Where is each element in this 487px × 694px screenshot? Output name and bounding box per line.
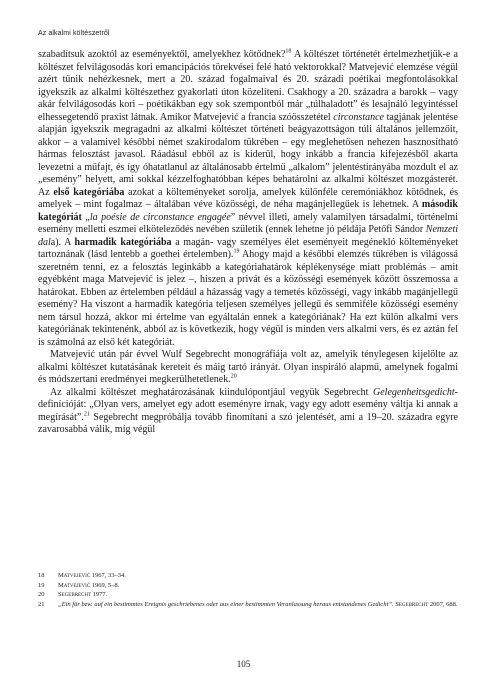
- italic-text: circonstance: [333, 111, 384, 123]
- footnote: [38, 571, 458, 581]
- footnote-text: [58, 571, 458, 581]
- italic-text: la poésie de circonstance engagée: [89, 211, 231, 223]
- text-run: Ahogy majd a későbbi elemzés tükrében is világossá szeretném tenni, ez a felosztás leginkább a kategóriahatárok képlékenysége miatt problémás – amit egyébként maga Matvejević is jelez –, hiszen a privát és a közösségi események között összemossa a határokat. Ebben az értelemben például a házasság vagy a temetés közösségi, vagy inkább magánjellegű esemény? Ha viszont a harmadik kategória teljesen személyes jellegű és semmiféle közösségi esemény nem társul hozzá, akkor mi értelme van egyáltalán ennek a kategóriának? Ha ezt külön alkalmi vers kategóriának tekintenénk, abból az is következik, hogy végül is minden vers alkalmi vers, és ez aztán fel is számolná az első két kategóriát.: [38, 249, 458, 348]
- footnote: [38, 581, 458, 591]
- text-run: ” névvel illeti, amely valamilyen társadalmi, történelmi esemény melletti eszmei elköteleződés nevében születik (ennek lehetne jó példája Petőfi Sándor: [38, 211, 458, 235]
- footnote: [38, 590, 458, 600]
- footnote-text: [58, 590, 458, 600]
- footnote-number: 21: [38, 600, 45, 608]
- author-citation: Segebrecht 1977.: [58, 591, 108, 598]
- footnote-number: 20: [38, 591, 45, 598]
- text-run: tagjának jelentése alapján igyekszik megragadni az alkalmi költészet történeti beágyazottságon túli általános jellemzőit, akkor – a valamivel későbbi német szakirodalom tükrében – egy meglehetősen nehezen hasznosítható hármas felosztást javasol. Ráadásul ebből az is kiderül, hogy inkább a francia kifejezésből akarta levezetni a műfajt, és így óhatatlanul az általánosabb értelmű „alkalom” jelentéstirányába mozdult el az „esemény” helyett, ami sokkal kézzelfoghatóbban képes behatárolni az alkalmi költészet mozgásterét. Az: [38, 111, 458, 198]
- paragraph: [38, 49, 458, 349]
- text-run: a). A: [50, 236, 75, 248]
- text-run: a magán- vagy személyes élet eseményeit megénekló költeményeket tartoznának (lásd lentebb a goethei értelemben).: [38, 236, 459, 260]
- footnotes: [38, 571, 458, 609]
- text-run: azokat a költeményeket sorolja, amelyek különféle ceremóniákhoz kötődnek, és amelyek – mint fogalmaz – általában véve közösségi, de néha magánjellegűek is lehetnek. A: [38, 186, 458, 210]
- text-run: Matvejević után pár évvel Wulf Segebrecht monográfiája volt az, amelyik ténylegesen kijelölte az alkalmi költészet kutatásának kereteit és máig tartó irányát. Olyan inspiráló alapmű, amelynek fogalmi és módszertani eredményei megkerülhetetlenek.: [38, 349, 458, 385]
- author-citation: Matvejević 1969, 5–8.: [58, 581, 120, 589]
- footnote: [38, 600, 458, 610]
- footnote-number: 19: [38, 581, 45, 589]
- footnote-ref: 18: [285, 48, 292, 55]
- running-head: Az alkalmi költészetről: [38, 30, 110, 37]
- text-run: A költészet történetét értelmezhetjük-e a költészet felvilágosodás kori emancipációs törekvései felé ható vektorokkal? Matvejević elemzése végül azért tűnik nehézkesnek, mert a 20. század fogalmaival és 20. századi poétikai megfontolásokkal igyekszik az alkalmi költészethez gyakorlati úton közelíteni. Csakhogy a 20. századra a barokk – vagy akár felvilágosodás kori – poétikákban egy sok szempontból már „túlhaladott” és lesajnáló legyintéssel elhessegetendő praxist látnak. Amikor Matvejević a francia szóösszetétel: [38, 49, 458, 123]
- author-citation: Matvejević 1967, 33–34.: [58, 572, 126, 579]
- bold-text: második kategóriát: [38, 199, 458, 223]
- footnote-text: [58, 600, 458, 610]
- footnote-number: 18: [38, 572, 45, 579]
- bold-text: harmadik kategóriába: [74, 236, 172, 248]
- footnote-ref: 21: [83, 411, 90, 418]
- italic-text: Gelegenheitsgedicht: [373, 386, 455, 398]
- paragraph: [38, 349, 458, 387]
- text-run: Segebrecht megpróbálja tovább finomítani a szó jelentését, ami a 19–20. századra egyre zavarosabbá válik, míg végül: [38, 411, 458, 435]
- italic-text: „Ein für bzw. auf ein bestimmtes Ereignis geschriebenes oder aus einer bestimmten Veranlassung heraus entstandenes Gedicht”.: [58, 600, 396, 608]
- text-run: -definícióját: „Olyan vers, amelyet egy adott eseményre írnak, vagy egy adott esemény váltja ki annak a megírását”.: [38, 386, 458, 423]
- footnote-ref: 19: [233, 248, 240, 255]
- bold-text: első kategóriába: [53, 186, 125, 198]
- page-number: 105: [236, 659, 251, 669]
- italic-text: Nemzeti dal: [38, 224, 458, 248]
- text-run: „: [81, 211, 90, 223]
- text-run: szabadítsuk azoktól az eseményektől, amelyekhez kötődnek?: [38, 49, 286, 60]
- footnote-ref: 20: [230, 373, 237, 380]
- author-citation: Segebrecht 2007, 688.: [395, 600, 458, 608]
- paragraph: [38, 387, 458, 437]
- footnote-text: [58, 581, 458, 591]
- text-run: Az alkalmi költészet meghatározásának kiindulópontjául vegyük Segebrecht: [50, 386, 374, 398]
- body-text: [38, 49, 458, 437]
